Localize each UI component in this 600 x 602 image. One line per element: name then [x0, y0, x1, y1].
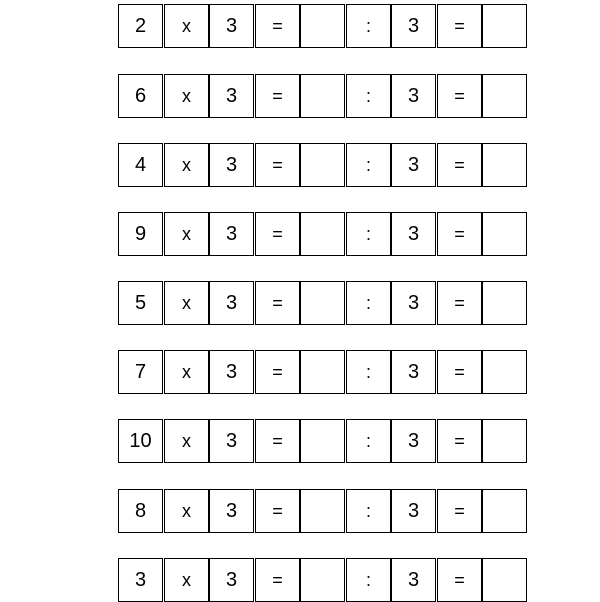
multiplicand-cell: 2	[118, 4, 163, 48]
times-sign-cell: x	[164, 212, 209, 256]
quotient-answer-box[interactable]	[482, 143, 527, 187]
quotient-answer-box[interactable]	[482, 350, 527, 394]
product-answer-box[interactable]	[300, 419, 345, 463]
divisor-cell: 3	[391, 489, 436, 533]
times-sign-cell: x	[164, 143, 209, 187]
equation-row	[118, 212, 527, 256]
multiplicand-cell: 4	[118, 143, 163, 187]
divide-sign-cell: :	[346, 419, 391, 463]
equation-row	[118, 558, 527, 602]
divide-sign-cell: :	[346, 281, 391, 325]
equals-sign-2-cell: =	[437, 350, 482, 394]
product-answer-box[interactable]	[300, 212, 345, 256]
times-sign-cell: x	[164, 74, 209, 118]
equals-sign-2-cell: =	[437, 74, 482, 118]
times-sign-cell: x	[164, 350, 209, 394]
product-answer-box[interactable]	[300, 489, 345, 533]
multiplicand-cell: 3	[118, 558, 163, 602]
divisor-cell: 3	[391, 4, 436, 48]
equation-row	[118, 143, 527, 187]
equation-row	[118, 489, 527, 533]
multiplicand-cell: 10	[118, 419, 163, 463]
equals-sign-cell: =	[255, 4, 300, 48]
equals-sign-cell: =	[255, 143, 300, 187]
divide-sign-cell: :	[346, 143, 391, 187]
divide-sign-cell: :	[346, 489, 391, 533]
divide-sign-cell: :	[346, 558, 391, 602]
factor-cell: 3	[209, 350, 254, 394]
factor-cell: 3	[209, 281, 254, 325]
divide-sign-cell: :	[346, 350, 391, 394]
product-answer-box[interactable]	[300, 4, 345, 48]
equation-row	[118, 74, 527, 118]
equals-sign-cell: =	[255, 350, 300, 394]
multiplicand-cell: 7	[118, 350, 163, 394]
multiplicand-cell: 5	[118, 281, 163, 325]
multiplicand-cell: 8	[118, 489, 163, 533]
equals-sign-2-cell: =	[437, 489, 482, 533]
divisor-cell: 3	[391, 74, 436, 118]
equals-sign-2-cell: =	[437, 143, 482, 187]
quotient-answer-box[interactable]	[482, 281, 527, 325]
divide-sign-cell: :	[346, 4, 391, 48]
quotient-answer-box[interactable]	[482, 212, 527, 256]
multiplicand-cell: 6	[118, 74, 163, 118]
equation-row	[118, 350, 527, 394]
equals-sign-cell: =	[255, 74, 300, 118]
divisor-cell: 3	[391, 212, 436, 256]
product-answer-box[interactable]	[300, 143, 345, 187]
factor-cell: 3	[209, 212, 254, 256]
times-sign-cell: x	[164, 4, 209, 48]
equals-sign-cell: =	[255, 281, 300, 325]
equals-sign-cell: =	[255, 558, 300, 602]
divisor-cell: 3	[391, 419, 436, 463]
quotient-answer-box[interactable]	[482, 74, 527, 118]
equals-sign-cell: =	[255, 212, 300, 256]
equals-sign-cell: =	[255, 419, 300, 463]
quotient-answer-box[interactable]	[482, 489, 527, 533]
times-sign-cell: x	[164, 281, 209, 325]
equals-sign-2-cell: =	[437, 419, 482, 463]
equals-sign-2-cell: =	[437, 558, 482, 602]
times-sign-cell: x	[164, 489, 209, 533]
divisor-cell: 3	[391, 350, 436, 394]
divide-sign-cell: :	[346, 212, 391, 256]
quotient-answer-box[interactable]	[482, 419, 527, 463]
divisor-cell: 3	[391, 281, 436, 325]
multiplicand-cell: 9	[118, 212, 163, 256]
equation-row	[118, 419, 527, 463]
times-sign-cell: x	[164, 558, 209, 602]
factor-cell: 3	[209, 489, 254, 533]
equals-sign-2-cell: =	[437, 4, 482, 48]
product-answer-box[interactable]	[300, 558, 345, 602]
factor-cell: 3	[209, 143, 254, 187]
factor-cell: 3	[209, 419, 254, 463]
equals-sign-2-cell: =	[437, 281, 482, 325]
factor-cell: 3	[209, 558, 254, 602]
quotient-answer-box[interactable]	[482, 4, 527, 48]
divide-sign-cell: :	[346, 74, 391, 118]
factor-cell: 3	[209, 4, 254, 48]
product-answer-box[interactable]	[300, 350, 345, 394]
product-answer-box[interactable]	[300, 281, 345, 325]
equals-sign-cell: =	[255, 489, 300, 533]
factor-cell: 3	[209, 74, 254, 118]
equals-sign-2-cell: =	[437, 212, 482, 256]
quotient-answer-box[interactable]	[482, 558, 527, 602]
divisor-cell: 3	[391, 143, 436, 187]
equation-row	[118, 4, 527, 48]
product-answer-box[interactable]	[300, 74, 345, 118]
times-sign-cell: x	[164, 419, 209, 463]
equation-row	[118, 281, 527, 325]
divisor-cell: 3	[391, 558, 436, 602]
